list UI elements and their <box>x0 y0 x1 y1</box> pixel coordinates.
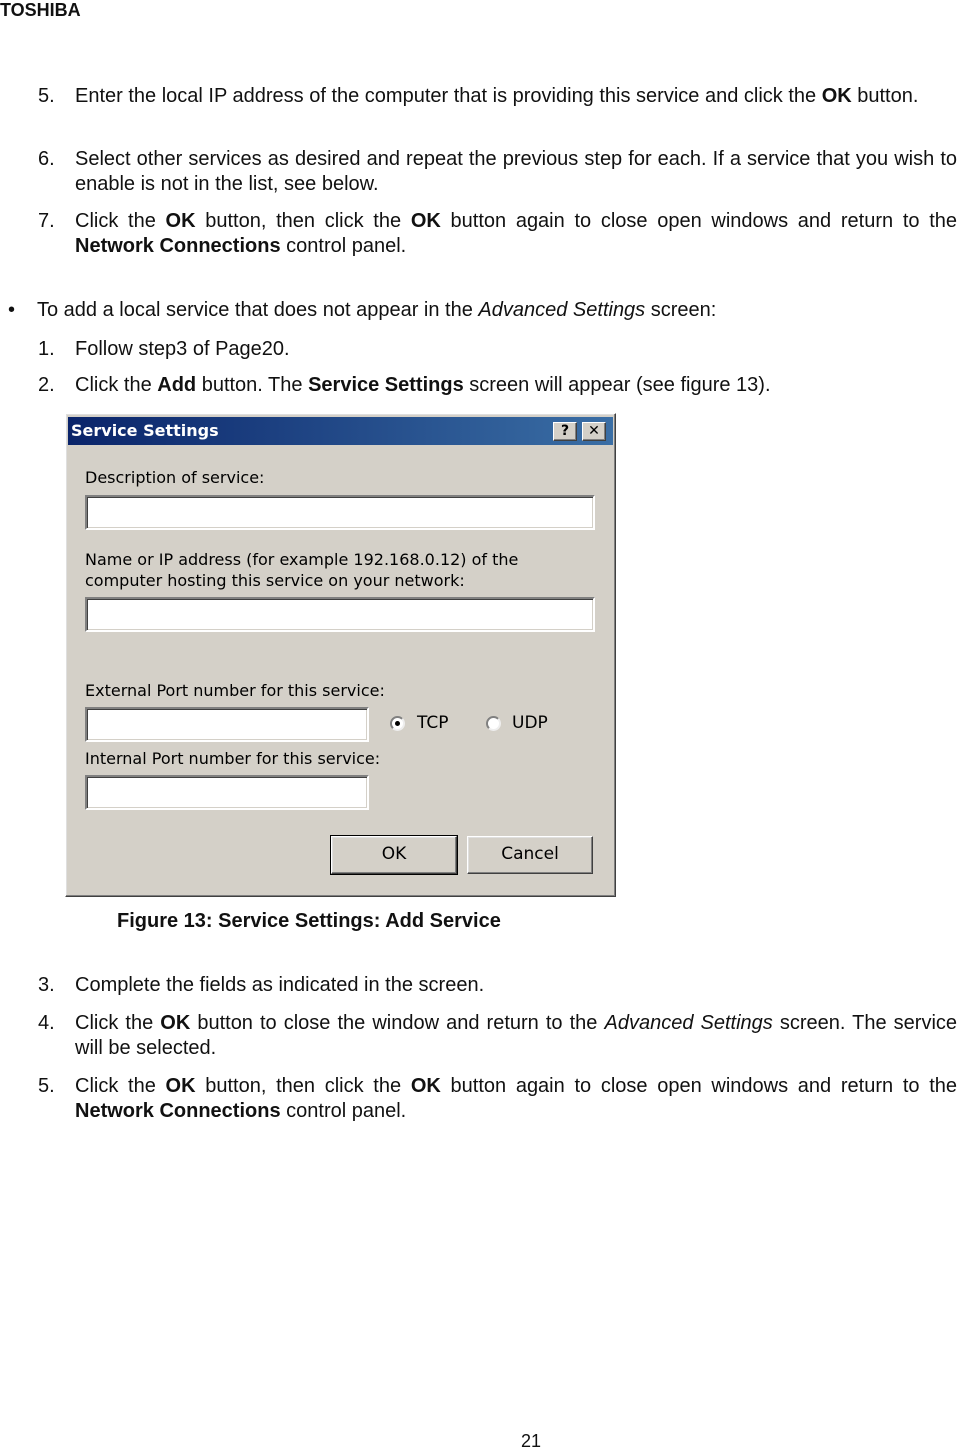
text-run: button to close the window and return to the <box>190 1012 605 1034</box>
bold-term: Add <box>157 374 197 396</box>
bold-term: OK <box>165 210 196 232</box>
step-number: 7. <box>38 210 55 232</box>
tcp-label[interactable]: TCP <box>417 713 449 733</box>
bold-term: OK <box>410 210 441 232</box>
help-icon: ? <box>560 423 570 439</box>
step-text <box>75 1074 957 1124</box>
udp-radio[interactable] <box>486 716 501 731</box>
udp-label[interactable]: UDP <box>512 713 548 733</box>
description-label: Description of service: <box>85 468 265 487</box>
radio-selected-dot <box>395 721 400 726</box>
bold-term: Network Connections <box>75 1100 281 1122</box>
text-run: button again to close open windows and return to the <box>440 1075 957 1097</box>
step-number: 3. <box>38 974 55 996</box>
tcp-radio[interactable] <box>390 716 405 731</box>
step-number: 6. <box>38 148 55 170</box>
italic-term: Advanced Settings <box>478 299 646 321</box>
text-run: Click the <box>75 1012 161 1034</box>
step-text <box>75 209 957 259</box>
step-item <box>38 209 957 259</box>
ok-button[interactable]: OK <box>331 836 457 874</box>
step-item <box>38 1011 957 1061</box>
text-run: Select other services as desired and repeat the previous step for each. If a service that you wish to enable is not in the list, see below. <box>75 148 957 195</box>
step-text <box>75 1011 957 1061</box>
text-run: Complete the fields as indicated in the screen. <box>75 974 485 996</box>
text-run: Click the <box>75 374 158 396</box>
host-address-field[interactable] <box>85 597 595 632</box>
step-item <box>38 84 957 109</box>
text-run: To add a local service that does not appear in the <box>37 299 479 321</box>
help-button[interactable] <box>553 422 577 441</box>
text-run: control panel. <box>280 235 407 257</box>
step-number: 5. <box>38 1075 55 1097</box>
step-text <box>75 337 957 362</box>
bullet-symbol: • <box>8 299 16 321</box>
external-port-field[interactable] <box>85 707 369 742</box>
internal-port-field[interactable] <box>85 775 369 810</box>
text-run: Click the <box>75 210 166 232</box>
step-number: 1. <box>38 338 55 360</box>
external-port-label: External Port number for this service: <box>85 681 385 700</box>
text-run: control panel. <box>280 1100 407 1122</box>
text-run: Follow step3 of Page20. <box>75 338 290 360</box>
text-run: screen. The service will be selected. <box>75 1012 957 1059</box>
text-run: button again to close open windows and return to the <box>440 210 957 232</box>
page-number: 21 <box>521 1431 542 1451</box>
text-run: Enter the local IP address of the computer that is providing this service and click the <box>75 85 822 107</box>
host-label-line1: Name or IP address (for example 192.168.0.12) of the <box>85 550 519 569</box>
description-field[interactable] <box>85 495 595 530</box>
step-text <box>75 373 957 398</box>
internal-port-label: Internal Port number for this service: <box>85 749 381 768</box>
text-run: button, then click the <box>195 210 411 232</box>
text-run: button, then click the <box>195 1075 411 1097</box>
step-number: 4. <box>38 1012 55 1034</box>
bold-term: OK <box>821 85 852 107</box>
step-item <box>38 337 957 362</box>
step-item <box>38 1074 957 1124</box>
text-run: screen: <box>645 299 717 321</box>
close-button[interactable] <box>582 422 606 441</box>
brand-header: TOSHIBA <box>0 0 81 20</box>
bold-term: OK <box>165 1075 196 1097</box>
close-icon: ✕ <box>588 423 600 439</box>
step-text <box>75 147 957 197</box>
italic-term: Advanced Settings <box>604 1012 773 1034</box>
bold-term: Network Connections <box>75 235 281 257</box>
text-run: Click the <box>75 1075 166 1097</box>
cancel-button[interactable]: Cancel <box>467 836 593 874</box>
bold-term: Service Settings <box>308 374 464 396</box>
dialog-titlebar[interactable] <box>68 417 613 445</box>
step-number: 2. <box>38 374 55 396</box>
bullet-text <box>37 298 948 323</box>
service-settings-dialog <box>65 413 616 897</box>
step-item <box>38 147 957 197</box>
text-run: button. <box>851 85 919 107</box>
host-label-line2: computer hosting this service on your network: <box>85 571 465 590</box>
text-run: screen will appear (see figure 13). <box>463 374 771 396</box>
dialog-title: Service Settings <box>71 421 219 440</box>
bold-term: OK <box>410 1075 441 1097</box>
text-run: button. The <box>196 374 309 396</box>
figure-caption: Figure 13: Service Settings: Add Service <box>117 910 501 932</box>
step-text <box>75 973 957 998</box>
step-item <box>38 973 957 998</box>
step-item <box>38 373 957 398</box>
bullet-item <box>8 298 948 323</box>
step-text <box>75 84 957 109</box>
step-number: 5. <box>38 85 55 107</box>
bold-term: OK <box>160 1012 191 1034</box>
